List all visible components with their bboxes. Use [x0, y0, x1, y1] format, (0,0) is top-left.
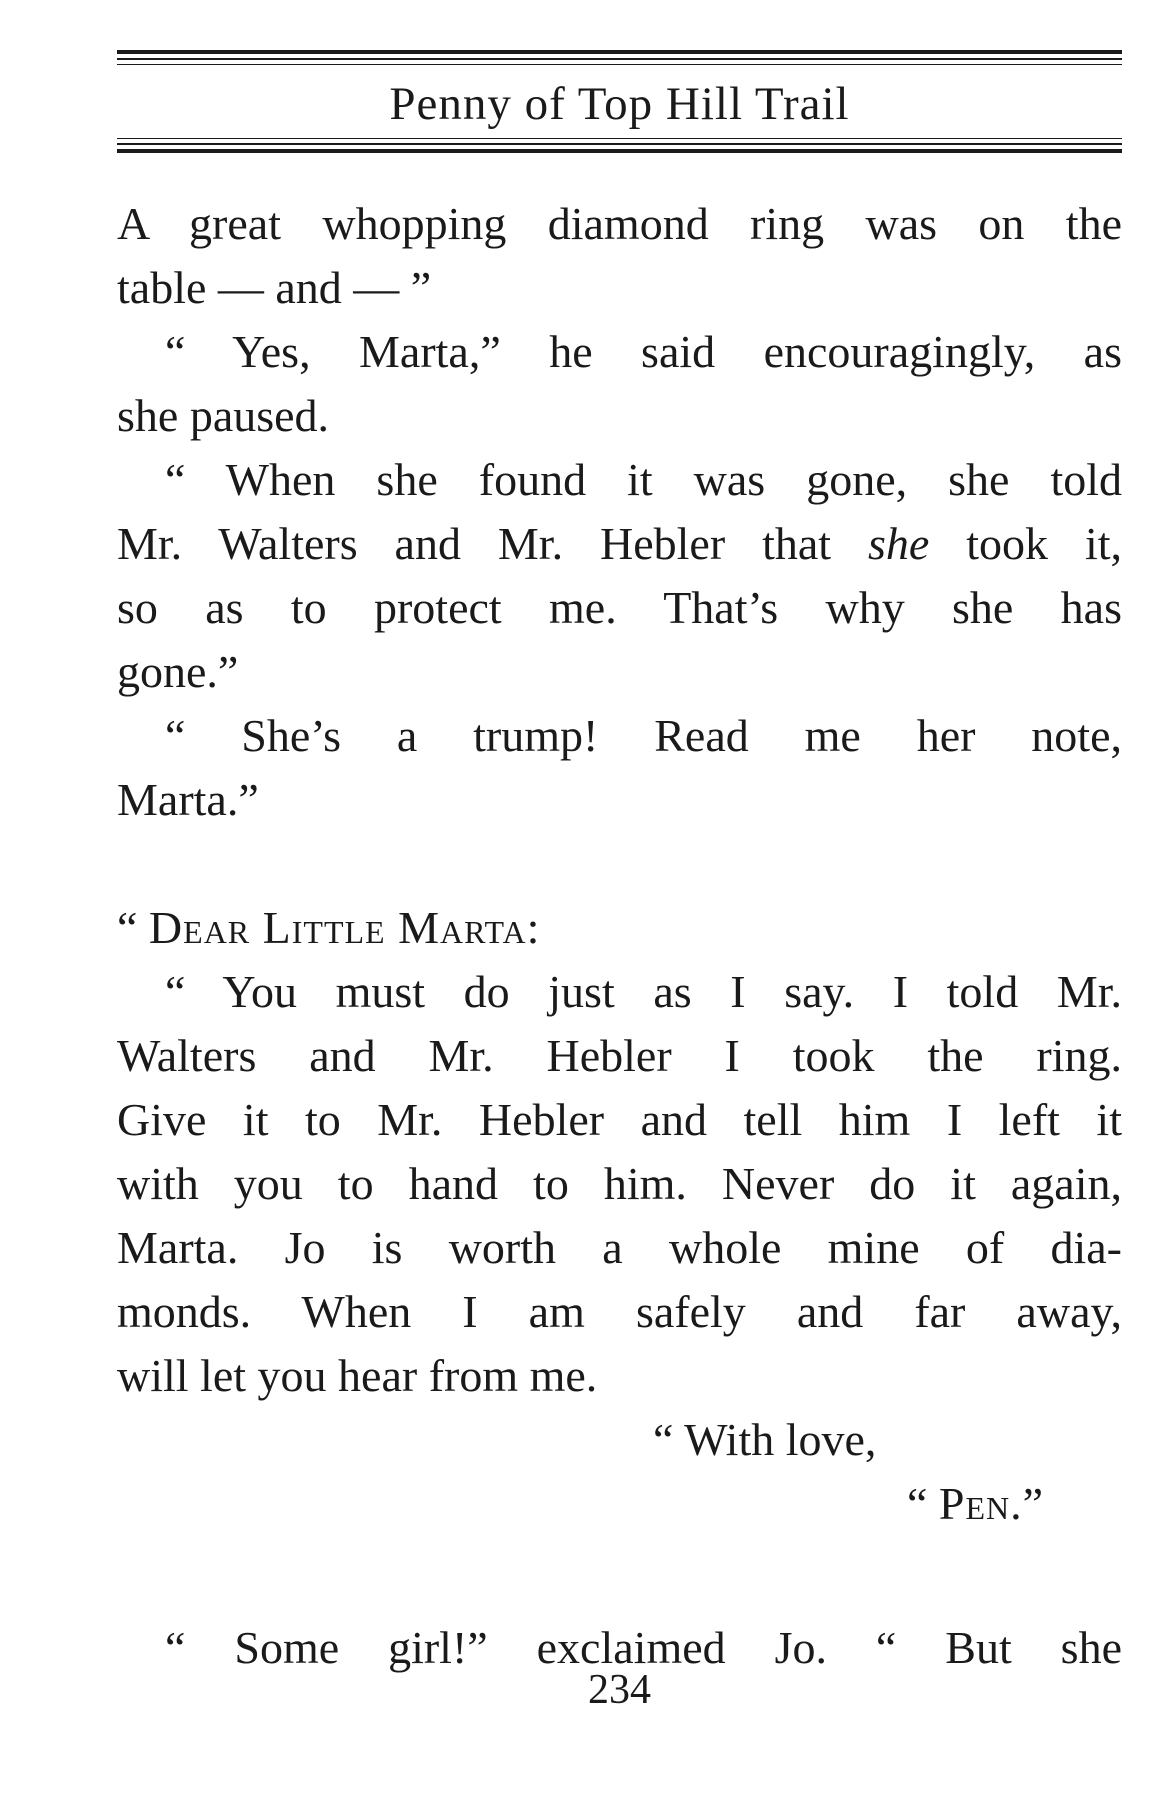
body-line-start: Mr. Walters and Mr. Hebler that: [117, 518, 832, 569]
body-line: she paused.: [117, 390, 330, 441]
body-line: A great whopping diamond ring was on the: [117, 198, 1122, 249]
letter-line: Give it to Mr. Hebler and tell him I left it: [117, 1094, 1122, 1145]
signature-close-quote: ”: [1022, 1478, 1044, 1529]
page-number: 234: [588, 1667, 651, 1713]
body-line: “ Yes, Marta,” he said encouragingly, as: [165, 326, 1122, 377]
header-rule-top-thin: [117, 64, 1122, 65]
body-line: so as to protect me. That’s why she has: [117, 582, 1122, 633]
letter-closing: “ With love,: [653, 1414, 877, 1465]
body-line-end: took it,: [966, 518, 1123, 569]
body-line-with-emphasis: [117, 512, 1122, 576]
header-rule-top-medium: [117, 58, 1122, 60]
salutation-quote: “: [117, 902, 149, 953]
emphasized-word: she: [867, 518, 930, 569]
book-page: [117, 0, 1122, 1815]
letter-line: Walters and Mr. Hebler I took the ring.: [117, 1030, 1122, 1081]
salutation-text: Dear Little Marta:: [148, 902, 541, 953]
signature-open-quote: “: [907, 1478, 939, 1529]
body-line: table — and — ”: [117, 262, 432, 313]
page-body: [117, 192, 1122, 1680]
letter-line: will let you hear from me.: [117, 1350, 598, 1401]
body-line: “ When she found it was gone, she told: [165, 454, 1122, 505]
header-rule-bottom-thick: [117, 149, 1122, 153]
body-line: Marta.”: [117, 774, 259, 825]
body-line: “ She’s a trump! Read me her note,: [165, 710, 1122, 761]
header-rule-bottom-thin: [117, 138, 1122, 139]
letter-line: with you to hand to him. Never do it again,: [117, 1158, 1122, 1209]
running-title: Penny of Top Hill Trail: [389, 78, 850, 130]
paragraph-gap: [117, 832, 1122, 896]
signature-name: Pen.: [938, 1478, 1023, 1529]
letter-salutation: [117, 896, 1122, 960]
header-rule-top-thick: [117, 50, 1122, 54]
paragraph-gap: [117, 1536, 1122, 1616]
body-line: gone.”: [117, 646, 239, 697]
header-rule-bottom-medium: [117, 143, 1122, 145]
letter-line: monds. When I am safely and far away,: [117, 1286, 1122, 1337]
body-line-last: “ Some girl!” exclaimed Jo. “ But she: [165, 1622, 1122, 1673]
letter-line: Marta. Jo is worth a whole mine of dia-: [117, 1222, 1122, 1273]
letter-line: “ You must do just as I say. I told Mr.: [165, 966, 1122, 1017]
letter-signature: [117, 1472, 1122, 1536]
